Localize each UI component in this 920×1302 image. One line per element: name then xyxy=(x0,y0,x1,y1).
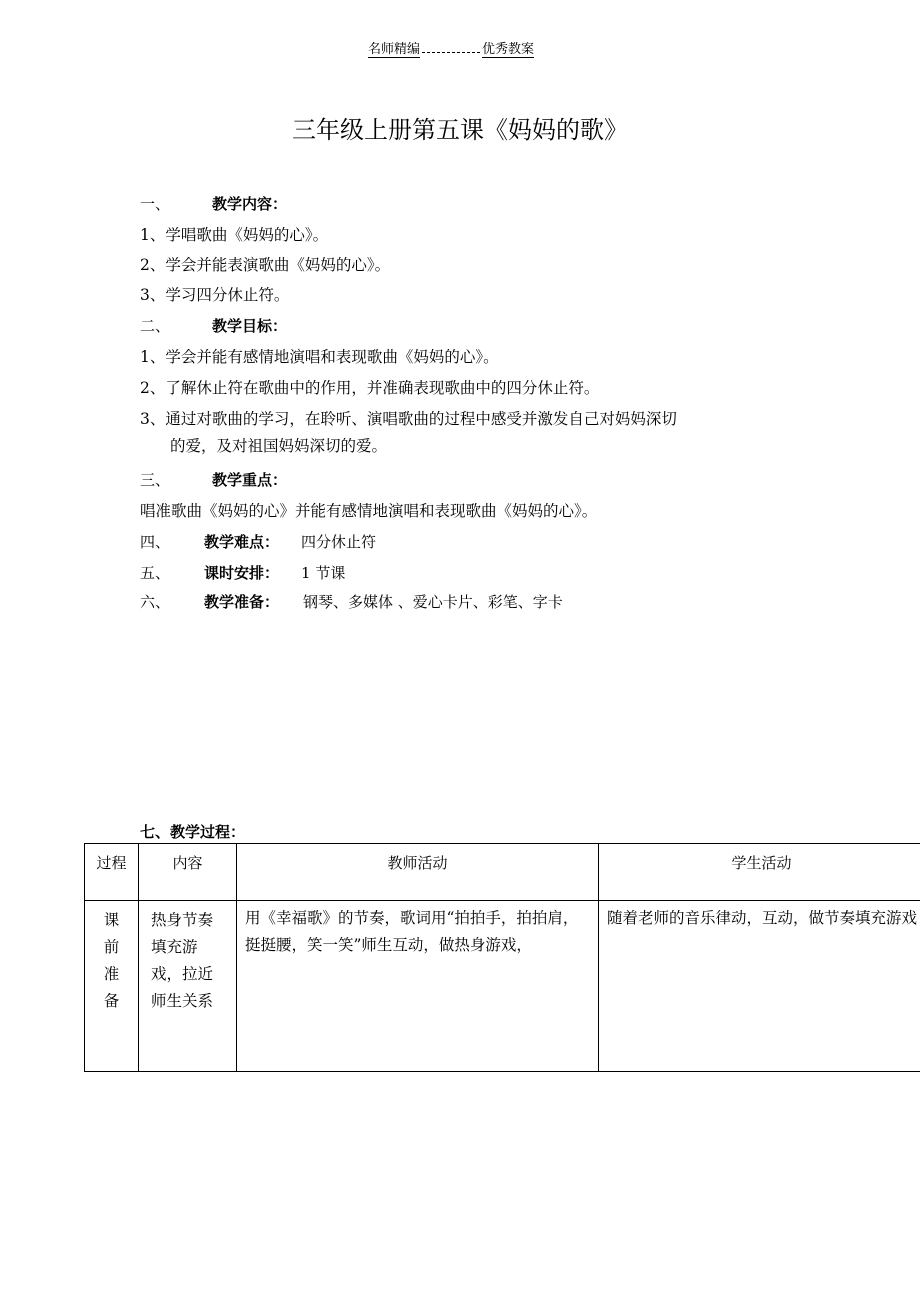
section-3-number: 三、 xyxy=(140,471,171,489)
section-4-value: 四分休止符 xyxy=(301,533,377,551)
section-5-number: 五、 xyxy=(140,564,171,582)
section-6-heading xyxy=(140,591,563,613)
section-1-item: 2、学会并能表演歌曲《妈妈的心》。 xyxy=(140,256,391,274)
section-7-label: 七、教学过程： xyxy=(140,823,246,841)
table-header-row xyxy=(85,844,920,901)
section-4-number: 四、 xyxy=(140,533,171,551)
section-2-heading xyxy=(140,315,287,337)
cell-teacher-activity: 用《幸福歌》的节奏，歌词用“拍拍手，拍拍肩，挺挺腰，笑一笑”师生互动，做热身游戏， xyxy=(237,901,599,1072)
page-title: 三年级上册第五课《妈妈的歌》 xyxy=(292,116,628,144)
header-teacher: 教师活动 xyxy=(237,844,599,901)
section-1-item: 3、学习四分休止符。 xyxy=(140,286,290,304)
section-3-label: 教学重点： xyxy=(212,471,288,489)
section-3-heading xyxy=(140,469,287,491)
header-student: 学生活动 xyxy=(599,844,920,901)
stage-char: 准 xyxy=(103,965,120,983)
section-5-label: 课时安排： xyxy=(204,564,280,582)
header-left: 名师精编 xyxy=(368,42,421,57)
section-2-item-continuation: 的爱，及对祖国妈妈深切的爱。 xyxy=(170,437,388,455)
section-1-heading xyxy=(140,193,287,215)
cell-stage xyxy=(85,901,139,1072)
page-header xyxy=(368,42,534,58)
section-2-label: 教学目标： xyxy=(212,317,288,335)
process-table xyxy=(84,843,920,1072)
section-4-label: 教学难点： xyxy=(204,533,280,551)
section-2-item: 1、学会并能有感情地演唱和表现歌曲《妈妈的心》。 xyxy=(140,348,499,366)
section-2-item: 2、了解休止符在歌曲中的作用，并准确表现歌曲中的四分休止符。 xyxy=(140,379,600,397)
cell-student-activity: 随着老师的音乐律动，互动，做节奏填充游戏 xyxy=(599,901,920,1072)
section-7-heading xyxy=(140,821,245,843)
header-content: 内容 xyxy=(139,844,237,901)
section-6-number: 六、 xyxy=(140,593,171,611)
stage-char: 前 xyxy=(103,938,120,956)
section-1-number: 一、 xyxy=(140,195,171,213)
section-6-label: 教学准备： xyxy=(204,593,280,611)
stage-char: 备 xyxy=(103,992,120,1010)
section-6-value: 钢琴、多媒体 、爱心卡片、彩笔、字卡 xyxy=(303,593,563,611)
table-row xyxy=(85,901,920,1072)
section-2-item: 3、通过对歌曲的学习，在聆听、演唱歌曲的过程中感受并激发自己对妈妈深切 xyxy=(140,410,677,428)
section-2-number: 二、 xyxy=(140,317,171,335)
header-dashes xyxy=(422,42,480,53)
section-1-label: 教学内容： xyxy=(212,195,288,213)
section-1-item: 1、学唱歌曲《妈妈的心》。 xyxy=(140,226,329,244)
header-right: 优秀教案 xyxy=(482,42,535,57)
header-stage: 过程 xyxy=(85,844,139,901)
section-3-text: 唱准歌曲《妈妈的心》并能有感情地演唱和表现歌曲《妈妈的心》。 xyxy=(140,502,598,520)
section-4-heading xyxy=(140,531,376,553)
section-5-value: 1 节课 xyxy=(301,564,346,582)
cell-content: 热身节奏填充游戏，拉近师生关系 xyxy=(139,901,237,1072)
section-5-heading xyxy=(140,562,345,584)
stage-char: 课 xyxy=(103,911,120,929)
